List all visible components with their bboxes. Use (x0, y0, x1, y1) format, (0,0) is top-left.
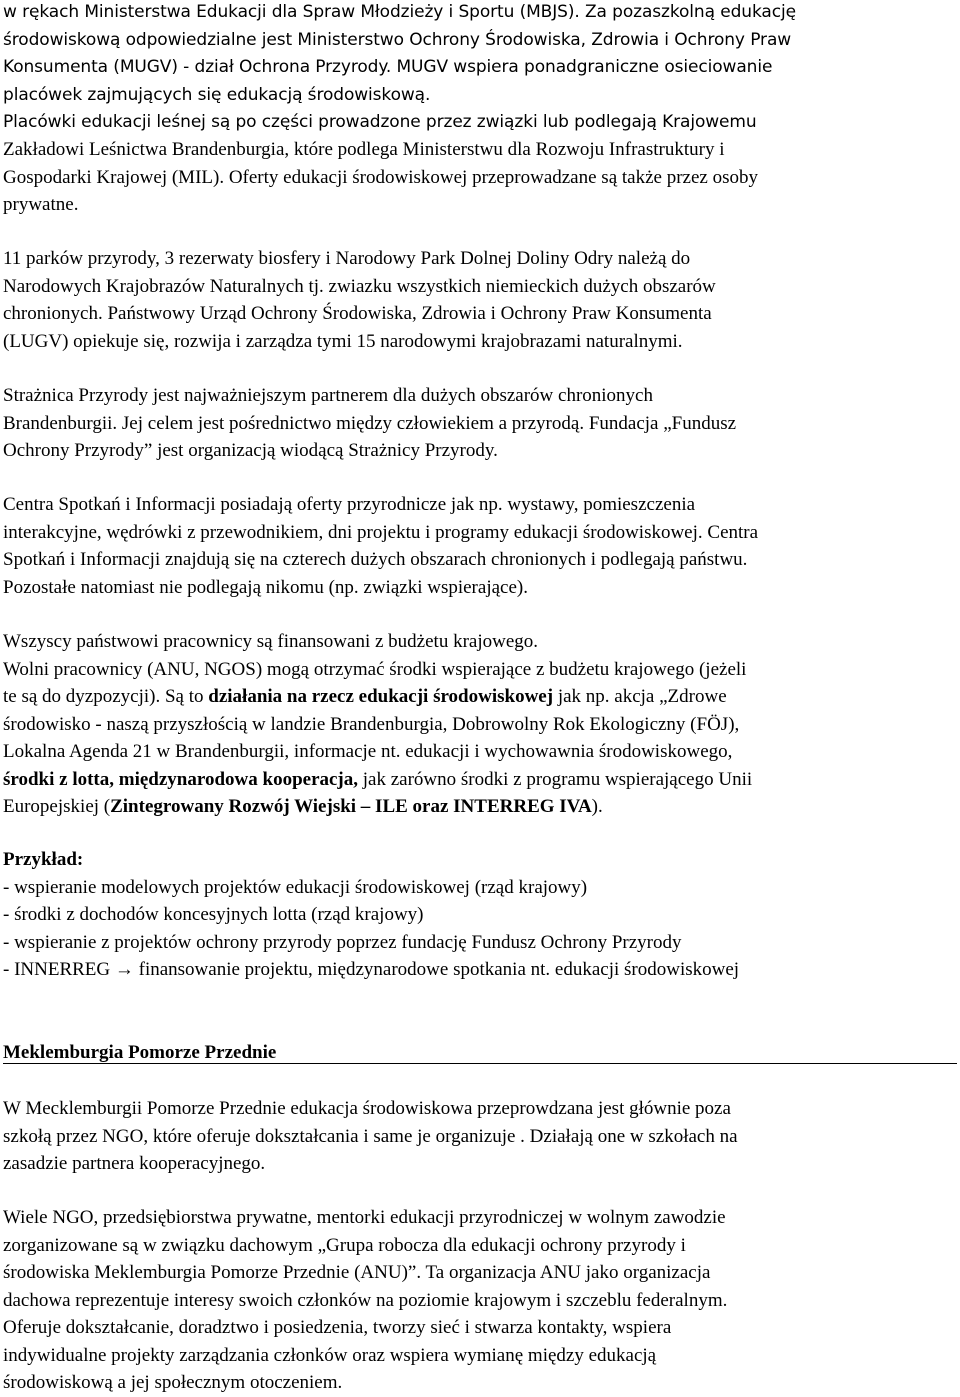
list-item: - INNERREG → finansowanie projektu, międzynarodowe spotkania nt. edukacji środowiskowej (3, 959, 740, 980)
paragraph-funding (3, 628, 957, 821)
text-line: dachowa reprezentuje interesy swoich członków na poziomie krajowym i szczeblu federalnym. (3, 1289, 728, 1311)
text-line: w rękach Ministerstwa Edukacji dla Spraw Młodzieży i Sportu (MBJS). Za pozaszkolną edukację (3, 2, 796, 22)
text-line: szkołą przez NGO, które oferuje dokształcania i same je organizuje . Działają one w szkołach na (3, 1125, 738, 1147)
text-line: placówek zajmujących się edukacją środowiskową. (3, 84, 431, 105)
text-line: zasadzie partnera kooperacyjnego. (3, 1153, 266, 1174)
text-line: (LUGV) opiekuje się, rozwija i zarządza tymi 15 narodowymi krajobrazami naturalnymi. (3, 330, 683, 352)
text-line: 11 parków przyrody, 3 rezerwaty biosfery i Narodowy Park Dolnej Doliny Odry należą do (3, 248, 691, 269)
text-line: środowiskową odpowiedzialne jest Ministerstwo Ochrony Środowiska, Zdrowia i Ochrony Praw (3, 29, 792, 50)
text-line: Oferuje dokształcanie, doradztwo i posiedzenia, tworzy sieć i stwarza kontakty, wspiera (3, 1317, 672, 1338)
text-line: Wiele NGO, przedsiębiorstwa prywatne, mentorki edukacji przyrodniczej w wolnym zawodzie (3, 1207, 726, 1228)
text-line: Narodowych Krajobrazów Naturalnych tj. zwiazku wszystkich niemieckich dużych obszarów (3, 275, 716, 297)
text-line: Strażnica Przyrody jest najważniejszym partnerem dla dużych obszarów chronionych (3, 385, 653, 406)
text-line: Lokalna Agenda 21 w Brandenburgii, informacje nt. edukacji i wychowawnia środowiskowego, (3, 741, 733, 762)
text-line: zorganizowane są w związku dachowym „Grupa robocza dla edukacji ochrony przyrody i (3, 1234, 686, 1256)
text-run: ). (591, 796, 603, 817)
text-line: Placówki edukacji leśnej są po części prowadzone przez związki lub podlegają Krajowemu (3, 112, 757, 132)
paragraph-ministries (3, 0, 957, 137)
text-run: Europejskiej ( (3, 796, 111, 817)
text-line: Konsumenta (MUGV) - dział Ochrona Przyrody. MUGV wspiera ponadgraniczne osieciowanie (3, 57, 773, 77)
paragraph-anu (3, 1204, 957, 1397)
paragraph-forest-education (3, 136, 957, 219)
list-item: - środki z dochodów koncesyjnych lotta (rząd krajowy) (3, 904, 424, 925)
paragraph-mv-intro (3, 1095, 957, 1178)
text-line (3, 766, 957, 794)
example-heading: Przykład: (3, 849, 84, 870)
text-line: W Mecklemburgii Pomorze Przednie edukacja środowiskowa przeprowdzana jest głównie poza (3, 1098, 731, 1119)
text-line (3, 683, 957, 711)
text-line: interakcyjne, wędrówki z przewodnikiem, dni projektu i programy edukacji środowiskowej. Centra (3, 521, 759, 543)
paragraph-nature-parks (3, 245, 957, 355)
section-heading (3, 1039, 957, 1067)
bold-phrase: działania na rzecz edukacji środowiskowej (208, 686, 554, 707)
text-line: indywidualne projekty zarządzania członków oraz wspiera wymianę między edukacją (3, 1344, 657, 1366)
heading-underline (3, 1063, 957, 1064)
text-line: prywatne. (3, 194, 79, 215)
text-line: środowiskową a jej społecznym otoczeniem. (3, 1372, 343, 1393)
text-line: Ochrony Przyrody” jest organizacją wiodącą Strażnicy Przyrody. (3, 440, 498, 461)
text-line: Gospodarki Krajowej (MIL). Oferty edukacji środowiskowej przeprowadzane są także przez osoby (3, 166, 758, 188)
paragraph-nature-watch (3, 382, 957, 465)
bold-phrase: środki z lotta, międzynarodowa kooperacja, (3, 768, 359, 790)
bold-phrase: Zintegrowany Rozwój Wiejski – ILE oraz INTERREG IVA (110, 796, 592, 817)
example-block (3, 846, 957, 984)
paragraph-info-centres (3, 491, 957, 601)
text-run: jak zarówno środki z programu wspierającego Unii (358, 768, 753, 790)
text-run: jak np. akcja „Zdrowe (553, 686, 727, 707)
text-run: te są do dyzpozycji). Są to (3, 686, 209, 707)
text-line: Wszyscy państwowi pracownicy są finansowani z budżetu krajowego. (3, 631, 539, 652)
list-item: - wspieranie modelowych projektów edukacji środowiskowej (rząd krajowy) (3, 876, 588, 898)
section-heading-text: Meklemburgia Pomorze Przednie (3, 1042, 277, 1063)
text-line (3, 793, 957, 821)
text-line: środowiska Meklemburgia Pomorze Przednie (ANU)”. Ta organizacja ANU jako organizacja (3, 1262, 711, 1283)
text-line: środowisko - naszą przyszłością w landzie Brandenburgia, Dobrowolny Rok Ekologiczny (FÖJ), (3, 713, 740, 735)
text-line: Zakładowi Leśnictwa Brandenburgia, które podlega Ministerstwu dla Rozwoju Infrastruktury i (3, 139, 725, 160)
text-line: Brandenburgii. Jej celem jest pośrednictwo między człowiekiem a przyrodą. Fundacja „Fundusz (3, 412, 737, 434)
text-line: Centra Spotkań i Informacji posiadają oferty przyrodnicze jak np. wystawy, pomieszczenia (3, 494, 696, 515)
text-line: Pozostałe natomiast nie podlegają nikomu (np. związki wspierające). (3, 576, 528, 598)
text-line: Spotkań i Informacji znajdują się na czterech dużych obszarach chronionych i podlegają państwu. (3, 549, 748, 570)
list-item: - wspieranie z projektów ochrony przyrody poprzez fundację Fundusz Ochrony Przyrody (3, 931, 682, 953)
text-line: chronionych. Państwowy Urząd Ochrony Środowiska, Zdrowia i Ochrony Praw Konsumenta (3, 303, 712, 324)
text-line: Wolni pracownicy (ANU, NGOS) mogą otrzymać środki wspierające z budżetu krajowego (jeżeli (3, 658, 747, 680)
